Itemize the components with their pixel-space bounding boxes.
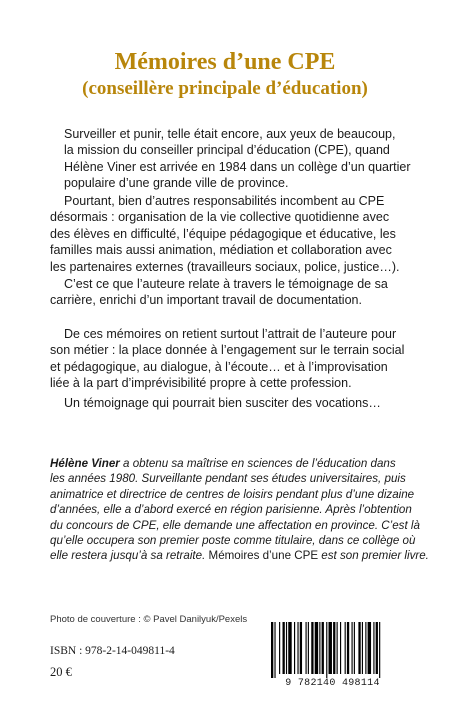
text-line: De ces mémoires on retient surtout l’attrait de l’auteure pour	[64, 327, 397, 341]
text-line: Surveiller et punir, telle était encore, aux yeux de beaucoup,	[64, 127, 396, 141]
barcode-bar	[373, 622, 374, 674]
barcode-bar	[337, 622, 338, 674]
summary-paragraph-4	[50, 326, 405, 392]
text-line: qu’elle occupera son premier poste comme titulaire, dans ce collège où	[50, 534, 416, 548]
summary-paragraph-3	[50, 276, 400, 309]
text-line: familles mais aussi animation, médiation et collaboration avec	[50, 243, 392, 258]
barcode-bar	[319, 622, 320, 674]
text-line: carrière, enrichi d’un important travail de documentation.	[50, 293, 362, 308]
barcode	[265, 620, 400, 690]
text-line: elle restera jusqu’à sa retraite.	[50, 549, 209, 563]
barcode-bar	[306, 622, 307, 674]
book-title: Mémoires d’une CPE	[114, 49, 336, 75]
text-line: Hélène Viner est arrivée en 1984 dans un collège d’un quartier	[64, 159, 411, 174]
author-bio	[50, 456, 429, 564]
barcode-bar	[315, 622, 318, 674]
barcode-bar	[379, 622, 380, 678]
barcode-bar	[311, 622, 313, 674]
text-line: son métier : la place donnée à l’engagement sur le terrain social	[50, 343, 405, 358]
barcode-bar	[294, 622, 295, 674]
text-line: est son premier livre.	[318, 549, 429, 563]
summary-paragraph-2	[50, 193, 400, 275]
isbn: ISBN : 978-2-14-049811-4	[50, 645, 175, 657]
text-line: C’est ce que l’auteure relate à travers le témoignage de sa	[64, 277, 388, 291]
barcode-bar	[288, 622, 291, 674]
barcode-bar	[297, 622, 298, 674]
barcode-bars	[265, 620, 400, 678]
text-line: des élèves en difficulté, l’équipe pédagogique et éducative, les	[50, 226, 396, 241]
text-line: Pourtant, bien d’autres responsabilités incombent au CPE	[64, 194, 385, 208]
barcode-bar	[354, 622, 355, 674]
barcode-bar	[271, 622, 273, 678]
text-line: liée à la part d’imprévisibilité propre à cette profession.	[50, 376, 352, 391]
text-line: populaire d’une grande ville de province.	[64, 176, 289, 191]
summary-paragraph-5	[50, 395, 400, 411]
barcode-bar	[274, 622, 275, 678]
barcode-bar	[347, 622, 349, 674]
barcode-bar	[300, 622, 302, 674]
barcode-bar	[283, 622, 285, 674]
text-line: les partenaires externes (travailleurs sociaux, police, justice…).	[50, 259, 400, 274]
barcode-bar	[352, 622, 353, 674]
barcode-bar	[308, 622, 309, 674]
text-line: désormais : organisation de la vie collective quotidienne avec	[50, 210, 390, 225]
barcode-bar	[286, 622, 287, 674]
text-line: les années 1980. Surveillante pendant ses études universitaires, puis	[50, 472, 406, 486]
photo-credit: Photo de couverture : © Pavel Danilyuk/Pexels	[50, 614, 248, 625]
barcode-bar	[333, 622, 335, 674]
barcode-bar	[329, 622, 332, 674]
book-title-reference: Mémoires d’une CPE	[208, 549, 319, 563]
barcode-bar	[345, 622, 346, 674]
text-line: du concours de CPE, elle demande une affectation en province. C’est là	[50, 518, 420, 532]
barcode-bar	[362, 622, 363, 674]
text-line: la mission du conseiller principal d’éducation (CPE), quand	[64, 143, 390, 158]
barcode-bar	[365, 622, 366, 674]
summary-paragraph-1	[50, 126, 411, 192]
barcode-digits: 9 782140 498114	[285, 678, 380, 689]
barcode-bar	[322, 622, 324, 674]
author-name: Hélène Viner	[50, 457, 120, 470]
book-subtitle: (conseillère principale d’éducation)	[82, 78, 368, 99]
barcode-bar	[340, 622, 341, 674]
barcode-bar	[326, 622, 327, 678]
barcode-bar	[368, 622, 371, 674]
text-line: d’années, elle a d’abord exercé en région parisienne. Après l’obtention	[50, 503, 412, 517]
text-line: Un témoignage qui pourrait bien susciter des vocations…	[64, 396, 381, 410]
barcode-bar	[358, 622, 360, 674]
text-line: animatrice et directrice de centres de loisirs pendant plus d’une dizaine	[50, 487, 415, 501]
barcode-bar	[279, 622, 280, 674]
barcode-bar	[376, 622, 378, 674]
price: 20 €	[50, 665, 72, 679]
text-line: et pédagogique, au dialogue, à l’écoute… et à l’improvisation	[50, 359, 388, 374]
text-line: a obtenu sa maîtrise en sciences de l’éducation dans	[119, 457, 396, 470]
